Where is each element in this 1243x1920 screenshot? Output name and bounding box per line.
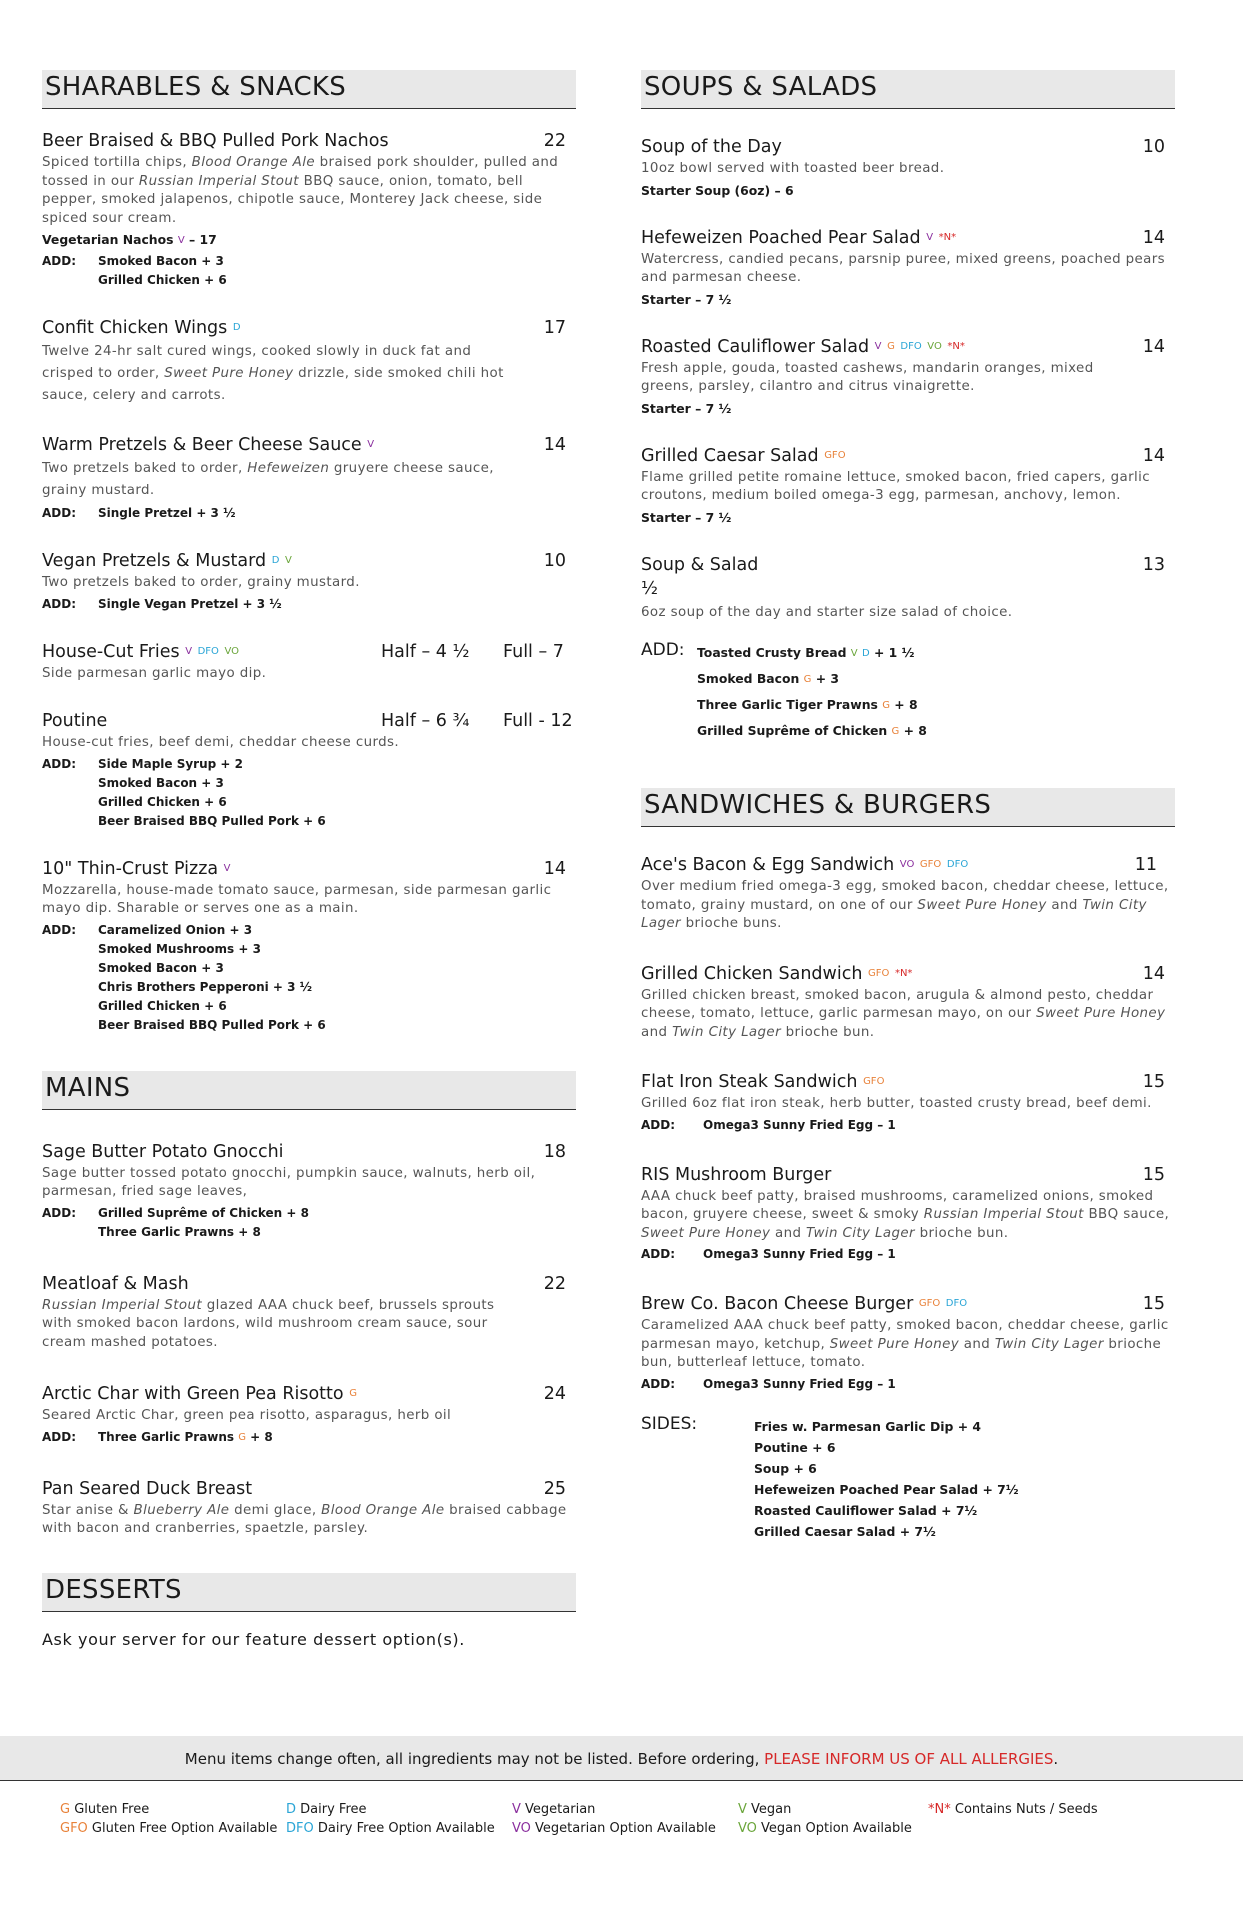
item-name: Brew Co. Bacon Cheese Burger GFO DFO <box>641 1294 968 1314</box>
item-name: Grilled Caesar Salad GFO <box>641 445 846 466</box>
menu-item-pear-salad <box>641 226 1175 309</box>
menu-item-arctic-char <box>42 1382 576 1447</box>
dairy-free-tag: D <box>271 555 280 566</box>
item-price: 14 <box>543 435 566 455</box>
item-description: AAA chuck beef patty, braised mushrooms, caramelized onions, smoked bacon, gruyere cheese, sweet & smoky Russian Imperial Stout BBQ sauce, Sweet Pure Honey and Twin City Lager brioche bun. <box>641 1188 1170 1241</box>
add-ons: ADD: Three Garlic Prawns G + 8 <box>42 1429 273 1444</box>
desserts-description: Ask your server for our feature dessert option(s). <box>42 1629 465 1649</box>
item-name: Soup & Salad <box>641 554 759 575</box>
item-price: 14 <box>1142 963 1165 984</box>
item-name: Beer Braised & BBQ Pulled Pork Nachos <box>42 131 389 151</box>
legend-gluten: G Gluten Free GFO Gluten Free Option Available <box>60 1802 278 1836</box>
item-price: 14 <box>1142 227 1165 248</box>
vegetarian-tag: V <box>177 235 185 246</box>
item-description: Two pretzels baked to order, grainy mustard. <box>42 575 360 590</box>
item-price: 14 <box>543 858 566 879</box>
menu-item-vegan-pretzels <box>42 549 576 614</box>
menu-item-nachos <box>42 129 576 290</box>
add-ons: ADD: Side Maple Syrup + 2 Smoked Bacon + 3 Grilled Chicken + 6 Beer Braised BBQ Pulled Pork + 6 <box>42 756 326 828</box>
item-name: Flat Iron Steak Sandwich GFO <box>641 1072 885 1092</box>
item-description: 10oz bowl served with toasted beer bread. <box>641 161 945 176</box>
section-burgers-title: SANDWICHES & BURGERS <box>641 788 1175 827</box>
menu-item-fries <box>42 640 576 684</box>
item-price: 14 <box>1142 336 1165 357</box>
add-ons: ADD: Caramelized Onion + 3 Smoked Mushrooms + 3 Smoked Bacon + 3 Chris Brothers Pepperoni + 3 ½ Grilled Chicken + 6 Beer Braised BBQ Pulled Pork + 6 <box>42 922 326 1032</box>
legend-nuts: *N* Contains Nuts / Seeds <box>928 1802 1098 1817</box>
menu-item-brew-burger <box>641 1292 1175 1394</box>
menu-item-caesar-salad <box>641 444 1175 527</box>
right-column <box>641 70 1175 1542</box>
allergy-notice: Menu items change often, all ingredients may not be listed. Before ordering, PLEASE INFORM US OF ALL ALLERGIES. <box>0 1736 1243 1781</box>
dairy-free-tag: D <box>232 322 241 333</box>
item-name: RIS Mushroom Burger <box>641 1164 832 1185</box>
section-sharables-title: SHARABLES & SNACKS <box>42 70 576 109</box>
vegan-tag: V <box>285 555 292 566</box>
item-description: Sage butter tossed potato gnocchi, pumpkin sauce, walnuts, herb oil, parmesan, fried sage leaves, <box>42 1165 536 1199</box>
add-ons: ADD: Omega3 Sunny Fried Egg – 1 <box>641 1117 896 1132</box>
item-name: Poutine <box>42 711 108 731</box>
section-desserts-title: DESSERTS <box>42 1573 576 1612</box>
gluten-free-tag: G <box>349 1388 357 1399</box>
left-column <box>42 70 576 1649</box>
menu-item-soup-salad <box>641 553 1175 623</box>
add-ons: ADD: Single Pretzel + 3 ½ <box>42 506 236 520</box>
item-price: 17 <box>543 318 566 338</box>
item-price: 11 <box>1134 855 1157 875</box>
menu-item-duck <box>42 1477 576 1539</box>
add-ons: ADD: Omega3 Sunny Fried Egg – 1 <box>641 1376 896 1391</box>
item-description: Flame grilled petite romaine lettuce, smoked bacon, fried capers, garlic croutons, medium boiled omega-3 egg, parmesan, anchovy, lemon. <box>641 469 1150 503</box>
item-description: Two pretzels baked to order, Hefeweizen gruyere cheese sauce, grainy mustard. <box>42 461 494 498</box>
menu-item-steak-sandwich <box>641 1070 1175 1135</box>
item-description: Seared Arctic Char, green pea risotto, asparagus, herb oil <box>42 1408 452 1423</box>
item-price: 25 <box>543 1478 566 1499</box>
menu-item-gnocchi <box>42 1140 576 1242</box>
item-price: 10 <box>543 551 566 571</box>
menu-item-ris-burger <box>641 1163 1175 1265</box>
menu-item-chicken-sandwich <box>641 962 1175 1043</box>
allergy-warning: PLEASE INFORM US OF ALL ALLERGIES <box>764 1750 1054 1768</box>
menu-item-soup-of-day <box>641 135 1175 200</box>
item-price: 14 <box>1142 445 1165 466</box>
item-name: Pan Seared Duck Breast <box>42 1478 253 1499</box>
item-description: House-cut fries, beef demi, cheddar cheese curds. <box>42 735 400 750</box>
menu-item-cauliflower-salad <box>641 335 1175 418</box>
item-description: Fresh apple, gouda, toasted cashews, mandarin oranges, mixed greens, parsley, cilantro and citrus vinaigrette. <box>641 360 1094 394</box>
item-description: Spiced tortilla chips, Blood Orange Ale braised pork shoulder, pulled and tossed in our Russian Imperial Stout BBQ sauce, onion, tomato, bell pepper, smoked jalapenos, chipotle sauce, Monterey Jack cheese, side spiced sour cream. <box>42 155 559 226</box>
item-name: 10" Thin-Crust Pizza V <box>42 858 231 879</box>
add-ons: ADD: Omega3 Sunny Fried Egg – 1 <box>641 1247 896 1261</box>
item-price: 10 <box>1142 137 1165 157</box>
item-name: Sage Butter Potato Gnocchi <box>42 1141 284 1162</box>
half-price: Half – 4 ½ <box>381 641 470 662</box>
add-ons: ADD: Smoked Bacon + 3 Grilled Chicken + 6 <box>42 254 227 287</box>
menu-item-pretzels <box>42 433 576 523</box>
full-price: Full – 7 <box>503 641 564 662</box>
starter-option: Starter – 7 ½ <box>641 509 732 525</box>
soups-add-ons: ADD: Toasted Crusty Bread V D + 1 ½ Smoked Bacon G + 3 Three Garlic Tiger Prawns G + 8 Grilled Suprême of Chicken G + 8 <box>641 640 927 738</box>
item-description: Over medium fried omega-3 egg, smoked bacon, cheddar cheese, lettuce, tomato, grainy mustard, on one of our Sweet Pure Honey and Twin City Lager brioche buns. <box>641 879 1169 931</box>
menu-item-ace-sandwich <box>641 853 1175 934</box>
legend-dairy: D Dairy Free DFO Dairy Free Option Available <box>286 1802 495 1836</box>
item-description: Grilled 6oz flat iron steak, herb butter, toasted crusty bread, beef demi. <box>641 1096 1152 1111</box>
section-soups-title: SOUPS & SALADS <box>641 70 1175 109</box>
half-price: Half – 6 ¾ <box>381 711 470 731</box>
section-mains-title: MAINS <box>42 1071 576 1110</box>
item-name: Grilled Chicken Sandwich GFO *N* <box>641 963 913 984</box>
vegetarian-nachos-option: Vegetarian Nachos V – 17 <box>42 232 217 247</box>
item-price: 15 <box>1142 1164 1165 1185</box>
item-price: 18 <box>543 1141 566 1162</box>
add-ons: ADD: Grilled Suprême of Chicken + 8 Three Garlic Prawns + 8 <box>42 1205 309 1239</box>
item-name: Hefeweizen Poached Pear Salad V *N* <box>641 227 957 248</box>
item-description: Watercress, candied pecans, parsnip puree, mixed greens, poached pears and parmesan cheese. <box>641 251 1166 285</box>
item-description: Side parmesan garlic mayo dip. <box>42 665 267 681</box>
vegetarian-tag: V <box>367 439 375 450</box>
item-price: 22 <box>543 131 566 151</box>
add-ons: ADD: Single Vegan Pretzel + 3 ½ <box>42 596 282 611</box>
item-name: Soup of the Day <box>641 137 782 157</box>
sides-list: SIDES: Fries w. Parmesan Garlic Dip + 4 Poutine + 6 Soup + 6 Hefeweizen Poached Pear Salad + 7½ Roasted Cauliflower Salad + 7½ Grilled Caesar Salad + 7½ <box>641 1413 1019 1539</box>
starter-option: Starter – 7 ½ <box>641 291 732 307</box>
item-description: Twelve 24-hr salt cured wings, cooked slowly in duck fat and crisped to order, Sweet Pure Honey drizzle, side smoked chili hot sauce, celery and carrots. <box>42 344 504 403</box>
starter-option: Starter – 7 ½ <box>641 400 732 416</box>
vegetarian-tag: V <box>223 862 231 874</box>
item-half: ½ <box>641 578 658 599</box>
item-description: Mozzarella, house-made tomato sauce, parmesan, side parmesan garlic mayo dip. Sharable or serves one as a main. <box>42 882 552 916</box>
full-price: Full - 12 <box>503 711 573 731</box>
item-name: Arctic Char with Green Pea Risotto G <box>42 1384 357 1404</box>
item-description: Star anise & Blueberry Ale demi glace, Blood Orange Ale braised cabbage with bacon and cranberries, spaetzle, parsley. <box>42 1502 567 1536</box>
item-price: 24 <box>543 1384 566 1404</box>
item-price: 13 <box>1142 554 1165 575</box>
menu-item-meatloaf <box>42 1272 576 1353</box>
item-price: 22 <box>543 1273 566 1294</box>
item-name: Roasted Cauliflower Salad V G DFO VO *N* <box>641 336 965 357</box>
legend-vegan: V Vegan VO Vegan Option Available <box>738 1802 912 1836</box>
starter-option: Starter Soup (6oz) – 6 <box>641 182 794 198</box>
item-name: Vegan Pretzels & Mustard D V <box>42 551 292 571</box>
item-name: Warm Pretzels & Beer Cheese Sauce V <box>42 435 375 455</box>
item-description: Caramelized AAA chuck beef patty, smoked bacon, cheddar cheese, garlic parmesan mayo, ketchup, Sweet Pure Honey and Twin City Lager brioche bun, butterleaf lettuce, tomato. <box>641 1318 1169 1370</box>
item-description: Grilled chicken breast, smoked bacon, arugula & almond pesto, cheddar cheese, tomato, lettuce, garlic parmesan mayo, on our Sweet Pure Honey and Twin City Lager brioche bun. <box>641 987 1166 1040</box>
item-name: Ace's Bacon & Egg Sandwich VO GFO DFO <box>641 855 969 875</box>
item-price: 15 <box>1142 1294 1165 1314</box>
dietary-legend <box>60 1800 1128 1838</box>
item-name: House-Cut Fries V DFO VO <box>42 641 240 662</box>
legend-vegetarian: V Vegetarian VO Vegetarian Option Available <box>512 1802 716 1836</box>
menu-item-wings <box>42 316 576 407</box>
menu-item-pizza <box>42 857 576 1035</box>
menu-item-poutine <box>42 709 576 831</box>
item-name: Meatloaf & Mash <box>42 1273 189 1294</box>
item-description: 6oz soup of the day and starter size salad of choice. <box>641 604 1013 620</box>
item-price: 15 <box>1142 1072 1165 1092</box>
item-name: Confit Chicken Wings D <box>42 318 241 338</box>
item-description: Russian Imperial Stout glazed AAA chuck beef, brussels sprouts with smoked bacon lardons, wild mushroom cream sauce, sour cream mashed potatoes. <box>42 1297 495 1350</box>
